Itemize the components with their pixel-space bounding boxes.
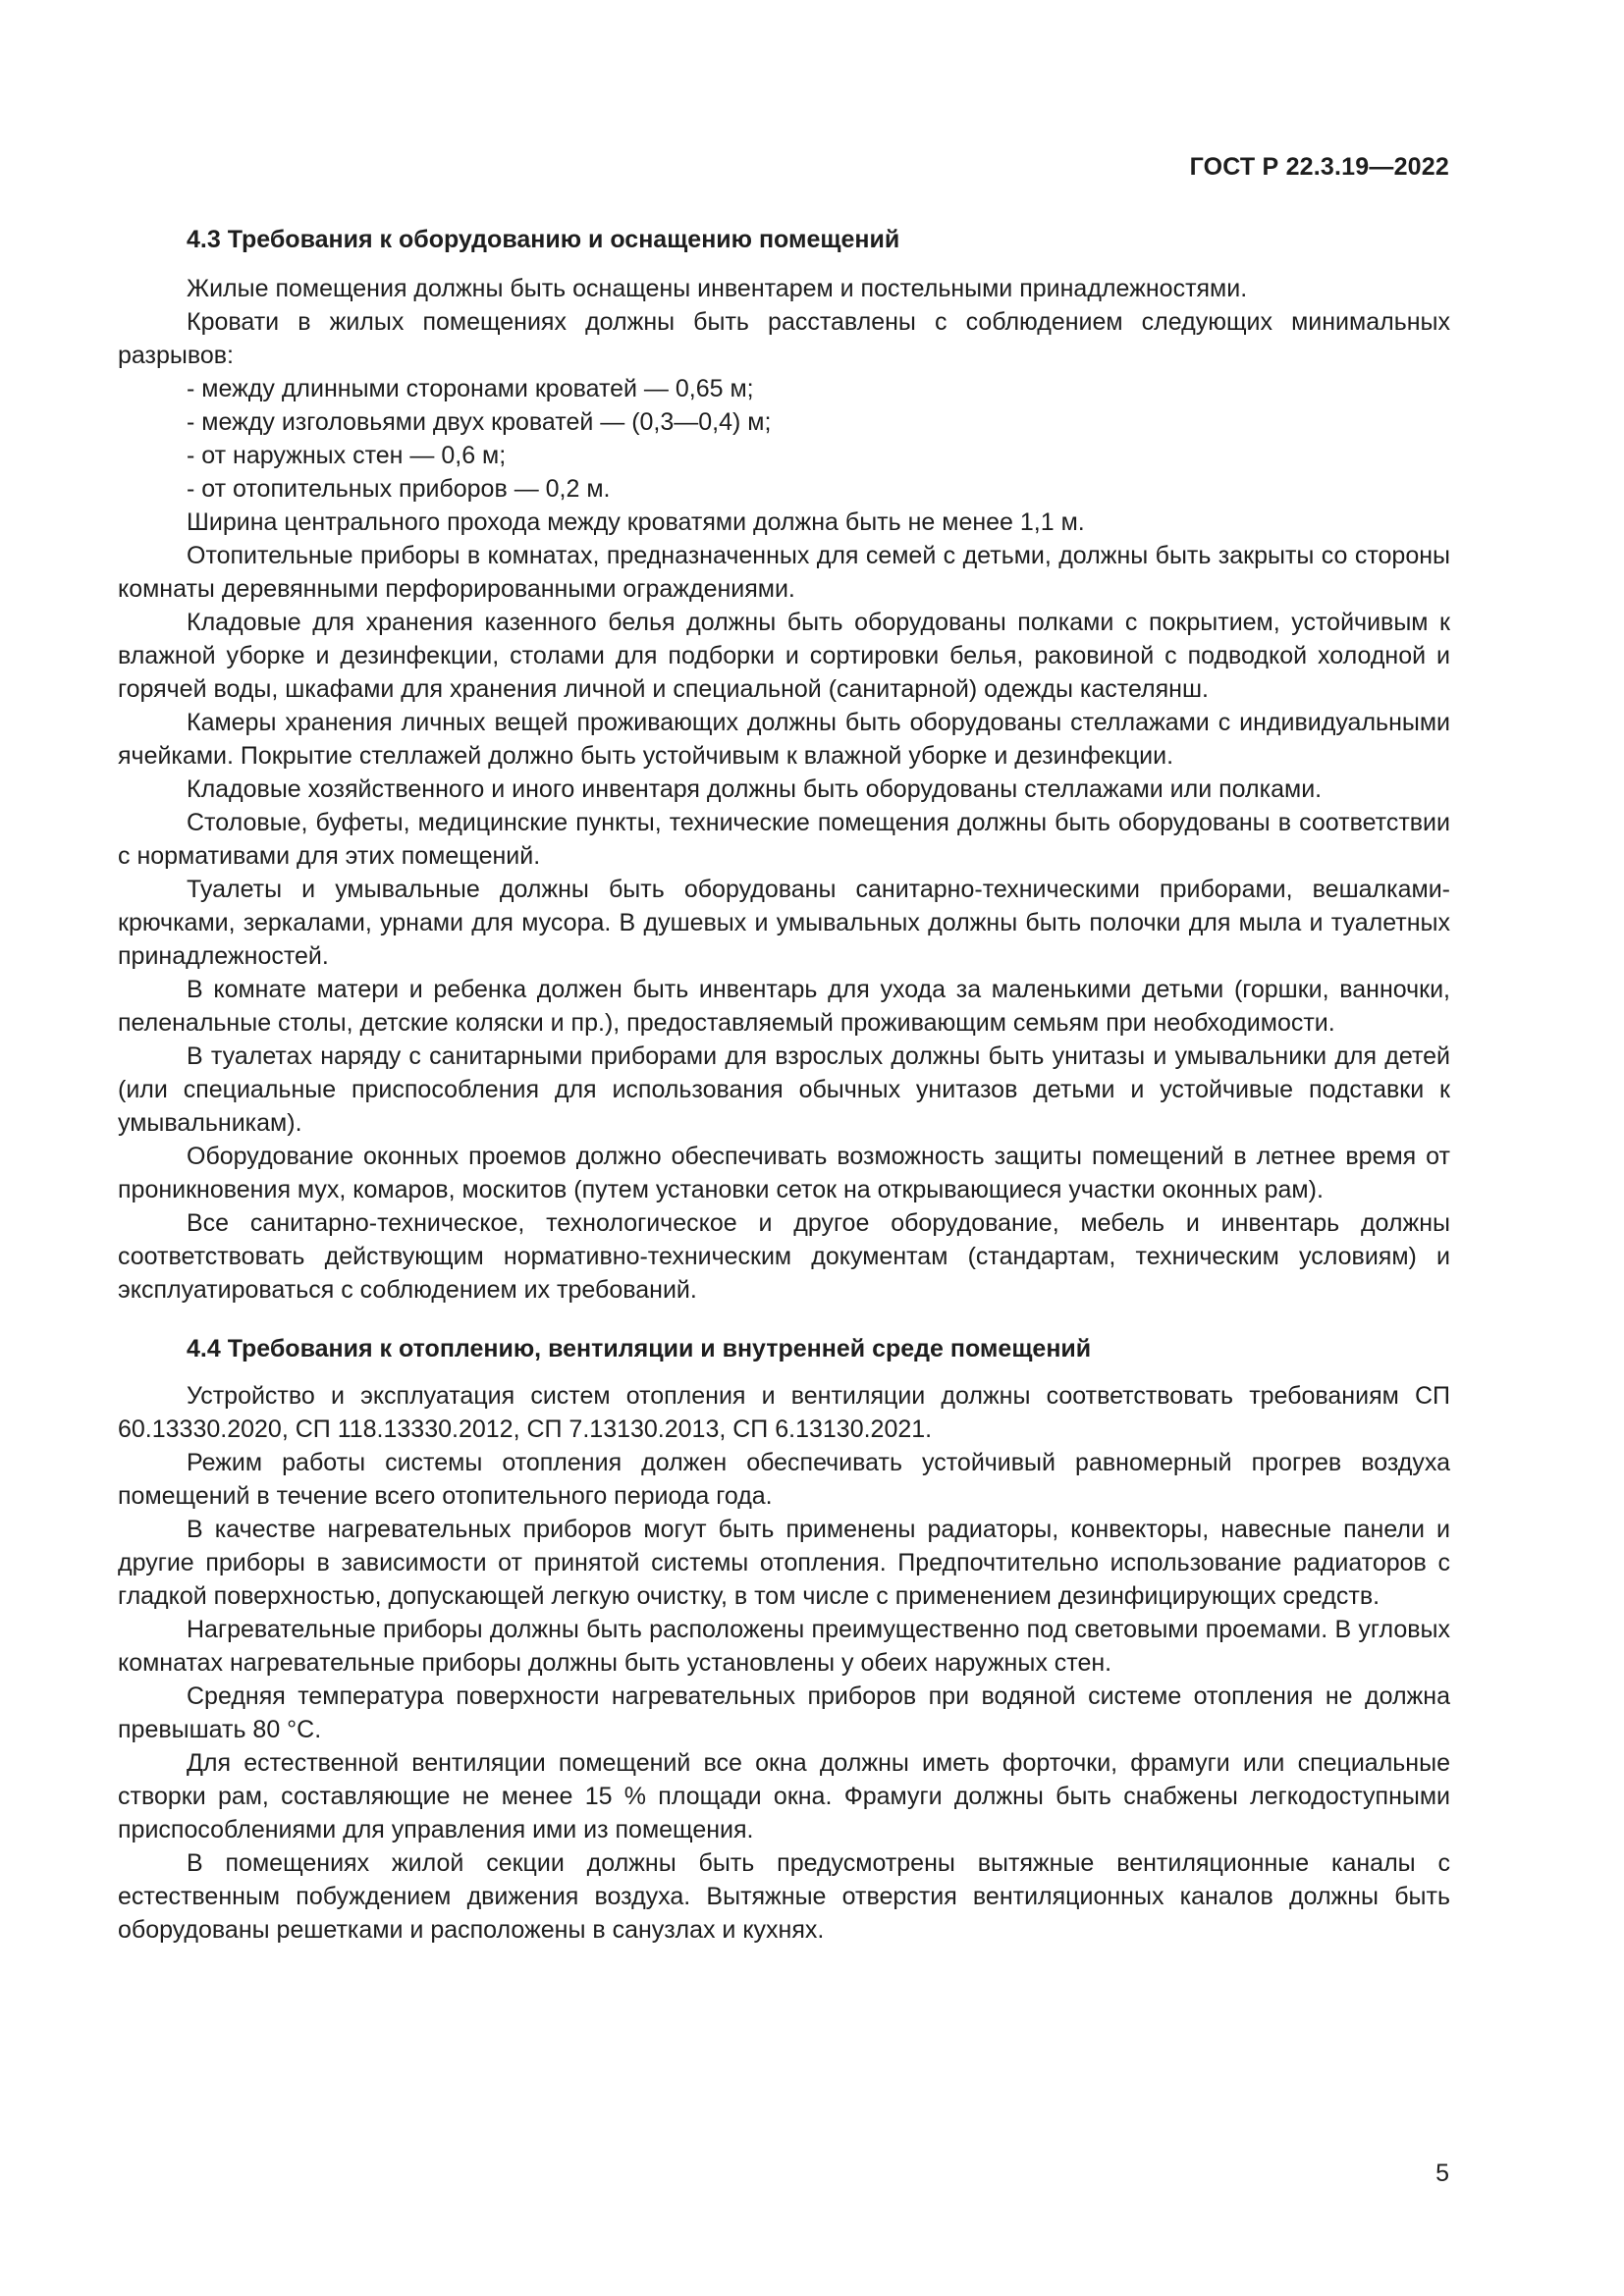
- paragraph: Столовые, буфеты, медицинские пункты, технические помещения должны быть оборудованы в соответствии с нормативами для этих помещений.: [118, 809, 1450, 870]
- paragraph: Нагревательные приборы должны быть расположены преимущественно под световыми проемами. В угловых комнатах нагревательные приборы должны быть установлены у обеих наружных стен.: [118, 1616, 1450, 1677]
- paragraph: Кладовые для хранения казенного белья должны быть оборудованы полками с покрытием, устойчивым к влажной уборке и дезинфекции, столами для подборки и сортировки белья, раковиной с подводкой холодной и горячей воды, шкафами для хранения личной и специальной (санитарной) одежды кастелянш.: [118, 609, 1450, 703]
- paragraph: Оборудование оконных проемов должно обеспечивать возможность защиты помещений в летнее время от проникновения мух, комаров, москитов (путем установки сеток на открывающиеся участки оконных рам).: [118, 1143, 1450, 1203]
- paragraph: Все санитарно-техническое, технологическое и другое оборудование, мебель и инвентарь должны соответствовать действующим нормативно-техническим документам (стандартам, техническим условиям) и эксплуатироваться с соблюдением их требований.: [118, 1209, 1450, 1304]
- section-heading-4-3: 4.3 Требования к оборудованию и оснащению помещений: [187, 226, 900, 253]
- list-item: - между изголовьями двух кроватей — (0,3—0,4) м;: [187, 408, 772, 436]
- paragraph: В качестве нагревательных приборов могут быть применены радиаторы, конвекторы, навесные панели и другие приборы в зависимости от принятой системы отопления. Предпочтительно использование радиаторов с гладкой поверхностью, допускающей легкую очистку, в том числе с применением дезинфицирующих средств.: [118, 1516, 1450, 1610]
- paragraph: Жилые помещения должны быть оснащены инвентарем и постельными принадлежностями.: [187, 275, 1248, 302]
- document-body: [118, 223, 1450, 1947]
- paragraph: В комнате матери и ребенка должен быть инвентарь для ухода за маленькими детьми (горшки, ванночки, пеленальные столы, детские коляски и пр.), предоставляемый проживающим семьям при необходимости.: [118, 976, 1450, 1037]
- paragraph: Устройство и эксплуатация систем отопления и вентиляции должны соответствовать требованиям СП 60.13330.2020, СП 118.13330.2012, СП 7.13130.2013, СП 6.13130.2021.: [118, 1382, 1450, 1443]
- paragraph: Камеры хранения личных вещей проживающих должны быть оборудованы стеллажами с индивидуальными ячейками. Покрытие стеллажей должно быть устойчивым к влажной уборке и дезинфекции.: [118, 709, 1450, 770]
- paragraph: Туалеты и умывальные должны быть оборудованы санитарно-техническими приборами, вешалками-крючками, зеркалами, урнами для мусора. В душевых и умывальных должны быть полочки для мыла и туалетных принадлежностей.: [118, 876, 1450, 970]
- page-number: 5: [1435, 2160, 1449, 2187]
- paragraph: Кровати в жилых помещениях должны быть расставлены с соблюдением следующих минимальных разрывов:: [118, 308, 1450, 369]
- paragraph: Режим работы системы отопления должен обеспечивать устойчивый равномерный прогрев воздуха помещений в течение всего отопительного периода года.: [118, 1449, 1450, 1510]
- paragraph: Ширина центрального прохода между кроватями должна быть не менее 1,1 м.: [187, 508, 1085, 536]
- paragraph: Отопительные приборы в комнатах, предназначенных для семей с детьми, должны быть закрыты со стороны комнаты деревянными перфорированными ограждениями.: [118, 542, 1450, 603]
- paragraph: Для естественной вентиляции помещений все окна должны иметь форточки, фрамуги или специальные створки рам, составляющие не менее 15 % площади окна. Фрамуги должны быть снабжены легкодоступными приспособлениями для управления ими из помещения.: [118, 1749, 1450, 1843]
- paragraph: Средняя температура поверхности нагревательных приборов при водяной системе отопления не должна превышать 80 °С.: [118, 1682, 1450, 1743]
- paragraph: В туалетах наряду с санитарными приборами для взрослых должны быть унитазы и умывальники для детей (или специальные приспособления для использования обычных унитазов детьми и устойчивые подставки к умывальникам).: [118, 1042, 1450, 1137]
- list-item: - от отопительных приборов — 0,2 м.: [187, 475, 611, 503]
- paragraph: В помещениях жилой секции должны быть предусмотрены вытяжные вентиляционные каналы с естественным побуждением движения воздуха. Вытяжные отверстия вентиляционных каналов должны быть оборудованы решетками и расположены в санузлах и кухнях.: [118, 1849, 1450, 1944]
- section-heading-4-4: 4.4 Требования к отоплению, вентиляции и внутренней среде помещений: [187, 1335, 1092, 1362]
- paragraph: Кладовые хозяйственного и иного инвентаря должны быть оборудованы стеллажами или полками.: [187, 775, 1323, 803]
- list-item: - между длинными сторонами кроватей — 0,65 м;: [187, 375, 754, 402]
- list-item: - от наружных стен — 0,6 м;: [187, 442, 507, 469]
- document-code: ГОСТ Р 22.3.19—2022: [1189, 153, 1449, 181]
